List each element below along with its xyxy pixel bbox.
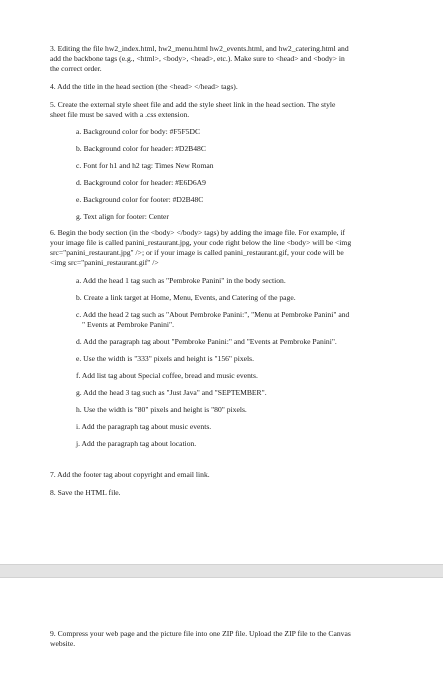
step-4: 4. Add the title in the head section (the <head> </head> tags). [50,82,238,91]
step-3-line-2: add the backbone tags (e.g., <html>, <body>, <head>, etc.). Make sure to <head> and <body> in [50,54,345,63]
step-5-item-c: c. Font for h1 and h2 tag: Times New Roman [76,161,214,170]
step-5-line-2: sheet file must be saved with a .css extension. [50,110,190,119]
step-6-item-c-line-1: c. Add the head 2 tag such as "About Pembroke Panini:", "Menu at Pembroke Panini" and [76,310,350,319]
step-5-item-e: e. Background color for footer: #D2B48C [76,195,204,204]
step-5-item-g: g. Text align for footer: Center [76,212,169,221]
step-5-line-1: 5. Create the external style sheet file and add the style sheet link in the head section. The style [50,100,336,109]
step-6-item-i: i. Add the paragraph tag about music events. [76,422,212,431]
step-6-item-d: d. Add the paragraph tag about "Pembroke Panini:" and "Events at Pembroke Panini". [76,337,337,346]
step-5-item-a: a. Background color for body: #F5F5DC [76,127,201,136]
step-6-item-c-line-2: " Events at Pembroke Panini". [82,320,175,329]
step-6-item-h: h. Use the width is "80" pixels and height is "80" pixels. [76,405,247,414]
step-6-line-3: src="panini_restaurant.jpg" />; or if your image is called panini_restaurant.gif, your code will be [50,248,344,257]
step-8: 8. Save the HTML file. [50,488,121,497]
step-3-line-1: 3. Editing the file hw2_index.html, hw2_menu.html hw2_events.html, and hw2_catering.html and [50,44,349,53]
step-5-item-d: d. Background color for header: #E6D6A9 [76,178,206,187]
step-6-item-f: f. Add list tag about Special coffee, bread and music events. [76,371,258,380]
step-6-item-b: b. Create a link target at Home, Menu, Events, and Catering of the page. [76,293,296,302]
step-5-item-b: b. Background color for header: #D2B48C [76,144,206,153]
step-9-line-1: 9. Compress your web page and the picture file into one ZIP file. Upload the ZIP file to the Canvas [50,629,351,638]
step-6-item-g: g. Add the head 3 tag such as "Just Java" and "SEPTEMBER". [76,388,267,397]
step-6-item-e: e. Use the width is "333" pixels and height is "156" pixels. [76,354,254,363]
step-6-line-2: your image file is called panini_restaurant.jpg, your code right below the line <body> will be <img [50,238,352,247]
step-6-line-1: 6. Begin the body section (in the <body> </body> tags) by adding the image file. For example, if [50,228,346,237]
step-6-item-a: a. Add the head 1 tag such as "Pembroke Panini" in the body section. [76,276,286,285]
page-break-divider [0,564,443,578]
step-7: 7. Add the footer tag about copyright and email link. [50,470,210,479]
step-3-line-3: the correct order. [50,64,102,73]
step-9-line-2: website. [50,639,76,648]
step-6-item-j: j. Add the paragraph tag about location. [76,439,197,448]
step-6-line-4: <img src="panini_restaurant.gif" /> [50,258,159,267]
